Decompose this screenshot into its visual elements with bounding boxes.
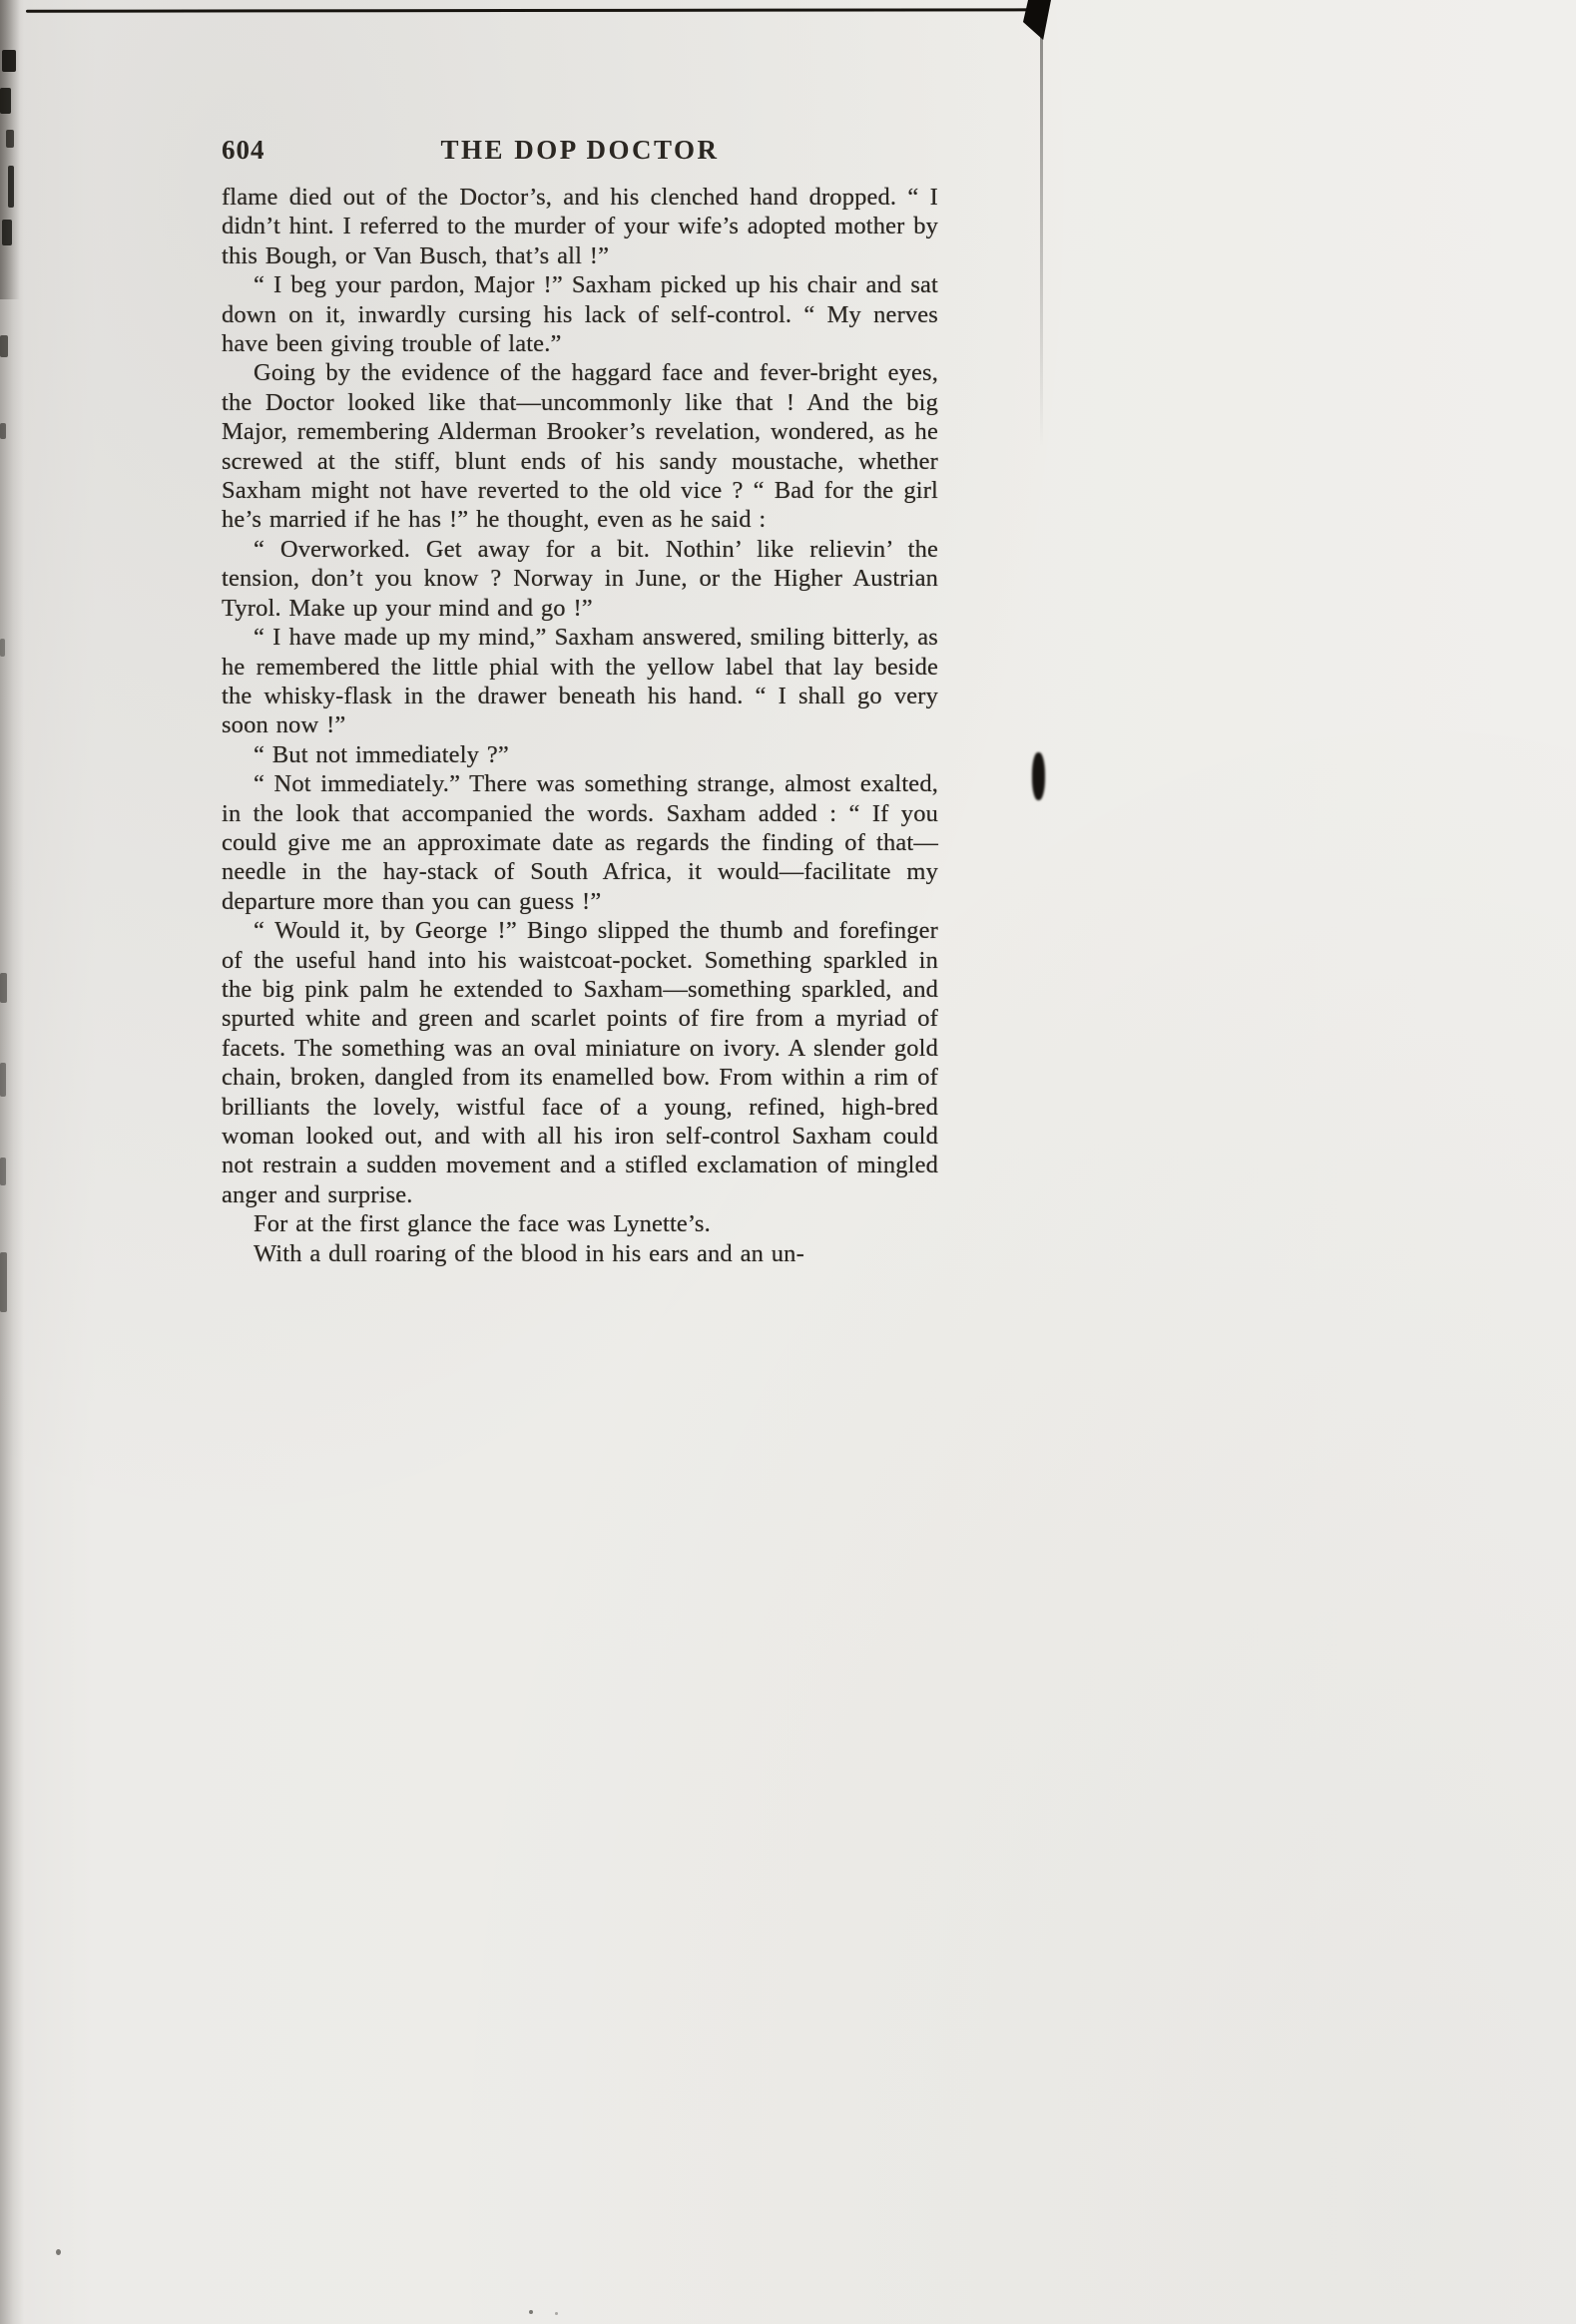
paragraph: “ But not immediately ?” — [254, 740, 509, 768]
paragraph: For at the first glance the face was Lynette’s. — [254, 1210, 711, 1238]
right-edge-ink-blob — [1032, 752, 1045, 800]
top-edge-scan-line — [26, 8, 1038, 12]
page-number: 604 — [222, 135, 265, 165]
scan-dot — [529, 2310, 533, 2314]
scan-mark — [0, 335, 8, 357]
top-right-corner-mark — [1023, 0, 1051, 40]
scan-mark — [0, 423, 6, 439]
scan-mark — [0, 1158, 6, 1185]
right-edge-shadow — [1040, 28, 1043, 447]
paragraph: Going by the evidence of the haggard face and fever-bright eyes, the Doctor looked like that—uncommonly like that ! And the big Major, remembering Alderman Brooker’s revelation, wondered, as he screwed at the stiff, blunt ends of his sandy moustache, whether Saxham might not have reverted to the old vice ? “ Bad for the girl he’s married if he has !” he thought, even as he said : — [222, 359, 938, 534]
scan-mark — [0, 639, 5, 657]
scan-mark — [0, 1063, 6, 1097]
scan-mark — [6, 130, 14, 148]
paragraph: flame died out of the Doctor’s, and his clenched hand dropped. “ I didn’t hint. I referred to the murder of your wife’s adopted mother by this Bough, or Van Busch, that’s all !” — [222, 184, 938, 269]
scan-mark — [0, 1252, 7, 1312]
paragraph: “ Overworked. Get away for a bit. Nothin’ like relievin’ the tension, don’t you know ? Norway in June, or the Higher Austrian Tyrol. Make up your mind and go !” — [222, 535, 938, 622]
scan-dot — [555, 2312, 558, 2315]
scan-mark — [2, 50, 16, 72]
running-title: THE DOP DOCTOR — [440, 135, 720, 165]
scan-mark — [0, 973, 7, 1003]
paragraph: “ Not immediately.” There was something strange, almost exalted, in the look that accompanied the words. Saxham added : “ If you could give me an approximate date as regards the finding of that—needle in the hay-stack of South Africa, it would—facilitate my departure more than you can guess !” — [222, 770, 938, 915]
page-text-block — [222, 134, 938, 1268]
scan-mark — [2, 220, 12, 245]
left-binding-shadow — [0, 0, 24, 2324]
scan-mark — [8, 166, 14, 208]
running-head — [222, 134, 938, 166]
scan-mark — [0, 88, 11, 114]
scan-dot — [56, 2249, 61, 2255]
paragraph: With a dull roaring of the blood in his ears and an un- — [254, 1239, 804, 1267]
paragraph: “ Would it, by George !” Bingo slipped the thumb and forefinger of the useful hand into his waistcoat-pocket. Something sparkled in the big pink palm he extended to Saxham—something sparkled, and spurted white and green and scarlet points of fire from a myriad of facets. The something was an oval miniature on ivory. A slender gold chain, broken, dangled from its enamelled bow. From within a rim of brilliants the lovely, wistful face of a young, refined, high-bred woman looked out, and with all his iron self-control Saxham could not restrain a sudden movement and a stifled exclamation of mingled anger and surprise. — [222, 917, 938, 1208]
left-binding-shadow-top — [0, 0, 20, 299]
paragraph: “ I have made up my mind,” Saxham answered, smiling bitterly, as he remembered the little phial with the yellow label that lay beside the whisky-flask in the drawer beneath his hand. “ I shall go very soon now !” — [222, 624, 938, 739]
paragraph: “ I beg your pardon, Major !” Saxham picked up his chair and sat down on it, inwardly cursing his lack of self-control. “ My nerves have been giving trouble of late.” — [222, 271, 938, 358]
body-text — [222, 183, 938, 1268]
